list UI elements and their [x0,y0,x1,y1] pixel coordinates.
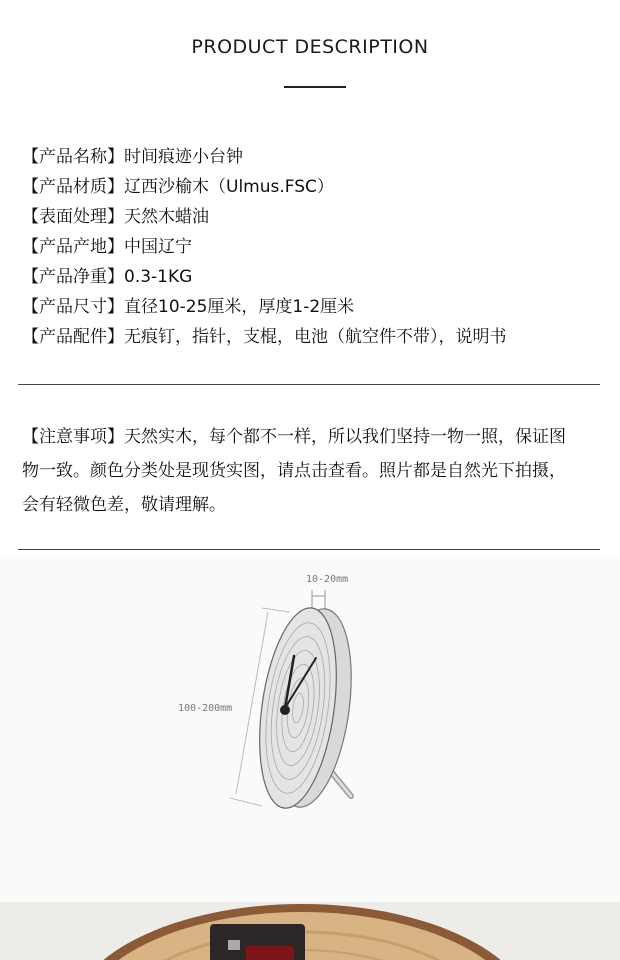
clock-drawing [0,556,620,902]
spec-accessories: 【产品配件】无痕钉，指针，支棍，电池（航空件不带），说明书 [22,327,507,347]
clock-dimension-diagram [0,556,620,902]
divider-bottom [18,549,600,550]
spec-name: 【产品名称】时间痕迹小台钟 [22,147,243,167]
spec-finish: 【表面处理】天然木蜡油 [22,207,209,227]
spec-weight: 【产品净重】0.3-1KG [22,267,193,287]
diameter-label: 100-200mm [178,703,233,714]
spec-size: 【产品尺寸】直径10-25厘米，厚度1-2厘米 [22,297,355,317]
hand-pivot [280,705,290,715]
thickness-label: 10-20mm [306,574,349,585]
wood-slice-photo [0,902,620,960]
heading-underline [284,86,346,88]
spec-origin: 【产品产地】中国辽宁 [22,237,192,257]
product-photo [0,902,620,960]
notice-text: 【注意事项】天然实木，每个都不一样，所以我们坚持一物一照，保证图物一致。颜色分类处是现货实图，请点击查看。照片都是自然光下拍摄，会有轻微色差，敬请理解。 [22,427,566,515]
spec-material: 【产品材质】辽西沙榆木（Ulmus.FSC） [22,177,334,197]
section-heading: PRODUCT DESCRIPTION [191,36,429,58]
spec-list [22,142,612,352]
divider-top [18,384,600,385]
